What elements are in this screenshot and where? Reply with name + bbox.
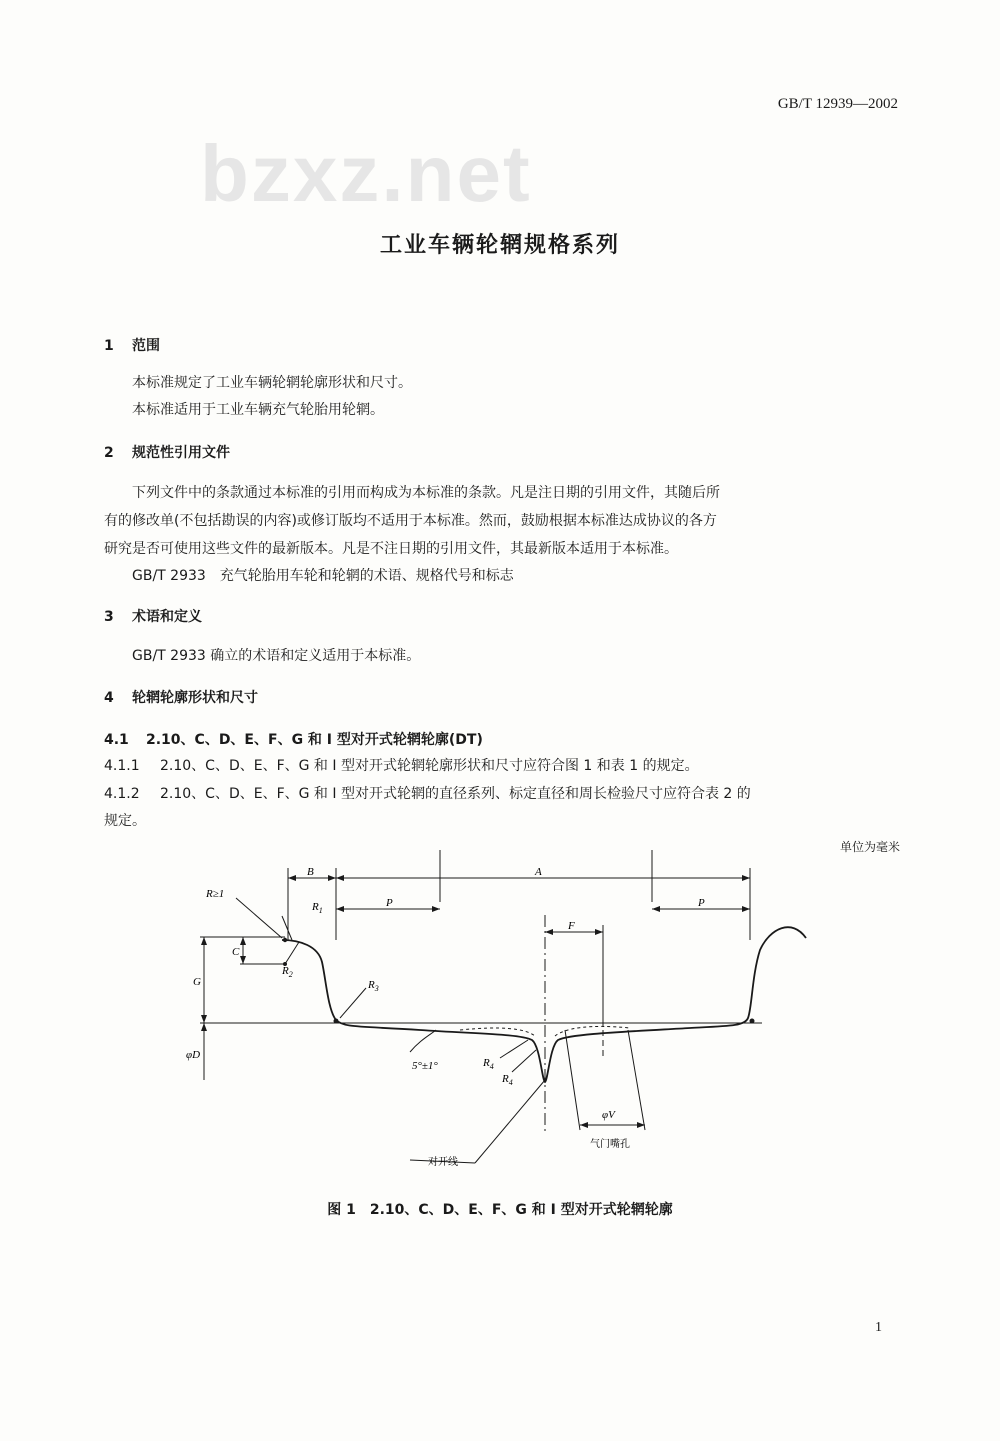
leader-line xyxy=(512,1050,536,1072)
section-number: 1 xyxy=(104,338,114,354)
label-P-left: P xyxy=(386,897,393,909)
label-R3: $R_3$ xyxy=(368,979,379,993)
valve-hole-edge xyxy=(565,1030,580,1130)
clause-number: 4.1.1 xyxy=(104,758,140,774)
section-title: 术语和定义 xyxy=(132,609,202,625)
label-F: F xyxy=(568,920,575,932)
leader-line xyxy=(475,1080,545,1163)
section-number: 3 xyxy=(104,609,114,625)
section-2-heading xyxy=(104,442,230,462)
figure-caption: 图 1 2.10、C、D、E、F、G 和 I 型对开式轮辋轮廓 xyxy=(327,1202,673,1218)
label-R2: $R_2$ xyxy=(282,965,293,979)
leader-line xyxy=(500,1040,528,1058)
watermark: bzxz.net xyxy=(200,129,532,218)
label-R1: $R_1$ xyxy=(312,901,323,915)
arrowhead xyxy=(336,875,344,881)
label-V: φV xyxy=(602,1109,615,1121)
arrowhead xyxy=(652,906,660,912)
unit-note: 单位为毫米 xyxy=(839,840,900,854)
tangent-point xyxy=(750,1019,755,1024)
arrowhead xyxy=(336,906,344,912)
section-number: 2 xyxy=(104,445,114,461)
document-title: 工业车辆轮辋规格系列 xyxy=(379,233,620,258)
label-P-right: P xyxy=(698,897,705,909)
label-G: G xyxy=(193,976,201,988)
paragraph: GB/T 2933 确立的术语和定义适用于本标准。 xyxy=(132,648,421,664)
arrowhead xyxy=(580,1122,588,1128)
label-B: B xyxy=(307,866,314,878)
label-C: C xyxy=(232,946,240,958)
arrowhead xyxy=(201,1023,207,1031)
label-split-line: 对开线 xyxy=(428,1157,458,1168)
rim-profile-curve xyxy=(282,927,806,1082)
arrowhead xyxy=(240,956,246,964)
arrowhead xyxy=(201,1015,207,1023)
arrowhead xyxy=(328,875,336,881)
paragraph-line: 有的修改单(不包括勘误的内容)或修订版均不适用于本标准。然而，鼓励根据本标准达成协议的各方 xyxy=(104,513,717,529)
arrowhead xyxy=(595,929,603,935)
arrowhead xyxy=(288,875,296,881)
arrowhead xyxy=(545,929,553,935)
label-angle: 5°±1° xyxy=(412,1060,438,1072)
valve-hole-edge xyxy=(628,1030,645,1130)
page-number: 1 xyxy=(875,1320,882,1335)
section-title: 2.10、C、D、E、F、G 和 I 型对开式轮辋轮廓(DT) xyxy=(146,732,483,748)
section-title: 轮辋轮廓形状和尺寸 xyxy=(132,690,258,706)
section-4-heading xyxy=(104,687,258,707)
section-1-heading xyxy=(104,335,160,355)
tangent-point xyxy=(283,938,287,942)
clause-4-1-1 xyxy=(104,753,699,779)
subsection-4-1-heading xyxy=(104,729,483,749)
section-title: 范围 xyxy=(132,338,160,354)
standard-code: GB/T 12939—2002 xyxy=(777,96,898,112)
leader-line xyxy=(236,898,282,938)
section-number: 4.1 xyxy=(104,732,129,748)
section-3-heading xyxy=(104,606,202,626)
arrowhead xyxy=(201,937,207,945)
arrowhead xyxy=(742,875,750,881)
clause-text: 2.10、C、D、E、F、G 和 I 型对开式轮辋轮廓形状和尺寸应符合图 1 和表 1 的规定。 xyxy=(160,758,699,774)
paragraph: 本标准适用于工业车辆充气轮胎用轮辋。 xyxy=(132,402,384,418)
label-A: A xyxy=(535,866,542,878)
clause-text: 2.10、C、D、E、F、G 和 I 型对开式轮辋的直径系列、标定直径和周长检验尺寸应符合表 2 的 xyxy=(160,786,751,802)
clause-number: 4.1.2 xyxy=(104,786,140,802)
label-D: φD xyxy=(186,1049,201,1061)
arrowhead xyxy=(432,906,440,912)
leader-line xyxy=(340,988,366,1018)
clause-4-1-2 xyxy=(104,781,751,807)
arrowhead xyxy=(240,937,246,945)
paragraph-line: 研究是否可使用这些文件的最新版本。凡是不注日期的引用文件，其最新版本适用于本标准。 xyxy=(104,541,678,557)
rim-profile-drawing xyxy=(0,850,1000,1190)
label-R4-lower: $R_4$ xyxy=(502,1073,513,1087)
paragraph-line: 下列文件中的条款通过本标准的引用而构成为本标准的条款。凡是注日期的引用文件，其随后所 xyxy=(132,485,720,501)
paragraph: 本标准规定了工业车辆轮辋轮廓形状和尺寸。 xyxy=(132,375,412,391)
normative-reference: GB/T 2933 充气轮胎用车轮和轮辋的术语、规格代号和标志 xyxy=(132,568,514,584)
leader-line xyxy=(282,916,292,940)
leader-line xyxy=(285,942,299,964)
label-R4-upper: $R_4$ xyxy=(483,1057,494,1071)
section-title: 规范性引用文件 xyxy=(132,445,230,461)
clause-continuation: 规定。 xyxy=(104,813,146,829)
tangent-point xyxy=(334,1019,339,1024)
section-number: 4 xyxy=(104,690,114,706)
arrowhead xyxy=(742,906,750,912)
label-valve-hole: 气门嘴孔 xyxy=(590,1139,630,1150)
label-r-min: R≥1 xyxy=(206,888,225,900)
angle-arc xyxy=(410,1030,436,1052)
